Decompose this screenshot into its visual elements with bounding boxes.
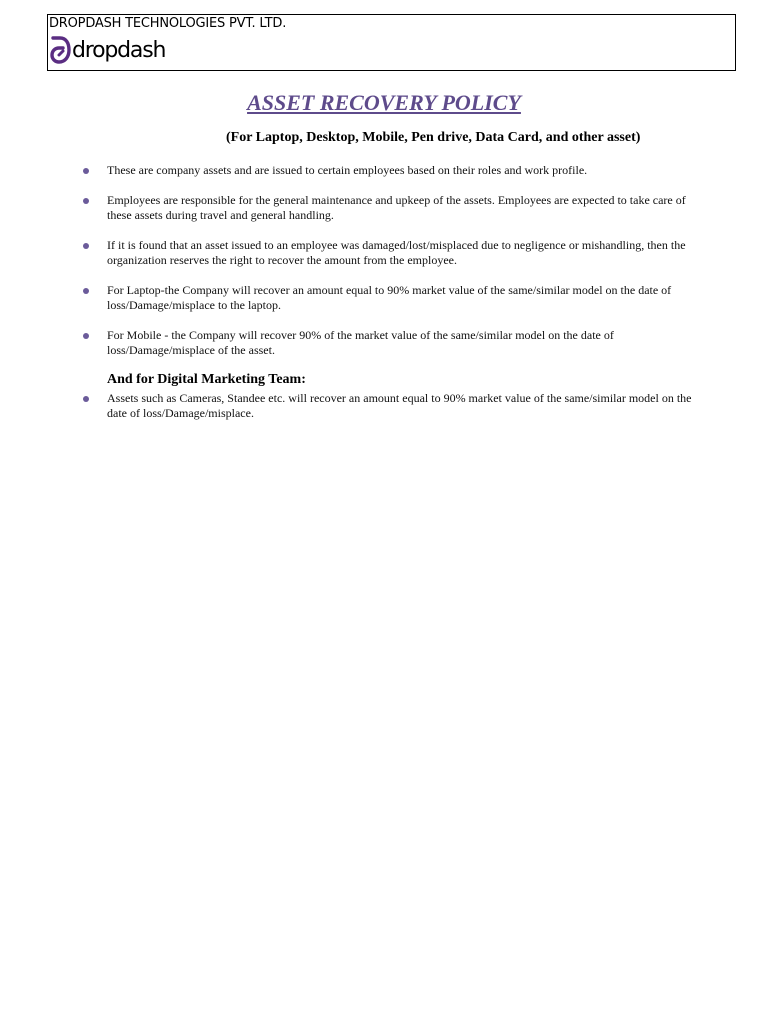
- list-item-text: If it is found that an asset issued to an employee was damaged/lost/misplaced due to negligence or mishandling, then the organization reserves the right to recover the amount from the employee.: [107, 238, 686, 267]
- bullet-icon: [83, 243, 89, 249]
- letterhead: [47, 14, 736, 71]
- company-logo: [49, 34, 165, 68]
- dropdash-logo-icon: [49, 34, 71, 68]
- bullet-icon: [83, 198, 89, 204]
- logo-wordmark: dropdash: [72, 38, 166, 63]
- bullet-icon: [83, 288, 89, 294]
- bullet-icon: [83, 396, 89, 402]
- bullet-icon: [83, 333, 89, 339]
- page-title: ASSET RECOVERY POLICY: [247, 90, 521, 115]
- digital-marketing-heading: And for Digital Marketing Team:: [107, 372, 306, 387]
- company-name: DROPDASH TECHNOLOGIES PVT. LTD.: [49, 16, 287, 31]
- list-item-text: These are company assets and are issued to certain employees based on their roles and work profile.: [107, 163, 588, 177]
- page-subtitle: (For Laptop, Desktop, Mobile, Pen drive, Data Card, and other asset): [226, 130, 641, 145]
- list-item-text: For Laptop-the Company will recover an amount equal to 90% market value of the same/similar model on the date of loss/Damage/misplace to the laptop.: [107, 283, 672, 312]
- list-item-text: Employees are responsible for the general maintenance and upkeep of the assets. Employees are expected to take care of these assets during travel and general handling.: [107, 193, 686, 222]
- list-item-text: For Mobile - the Company will recover 90% of the market value of the same/similar model on the date of loss/Damage/misplace of the asset.: [107, 328, 614, 357]
- list-item-text: Assets such as Cameras, Standee etc. will recover an amount equal to 90% market value of the same/similar model on the date of loss/Damage/misplace.: [107, 391, 692, 420]
- bullet-icon: [83, 168, 89, 174]
